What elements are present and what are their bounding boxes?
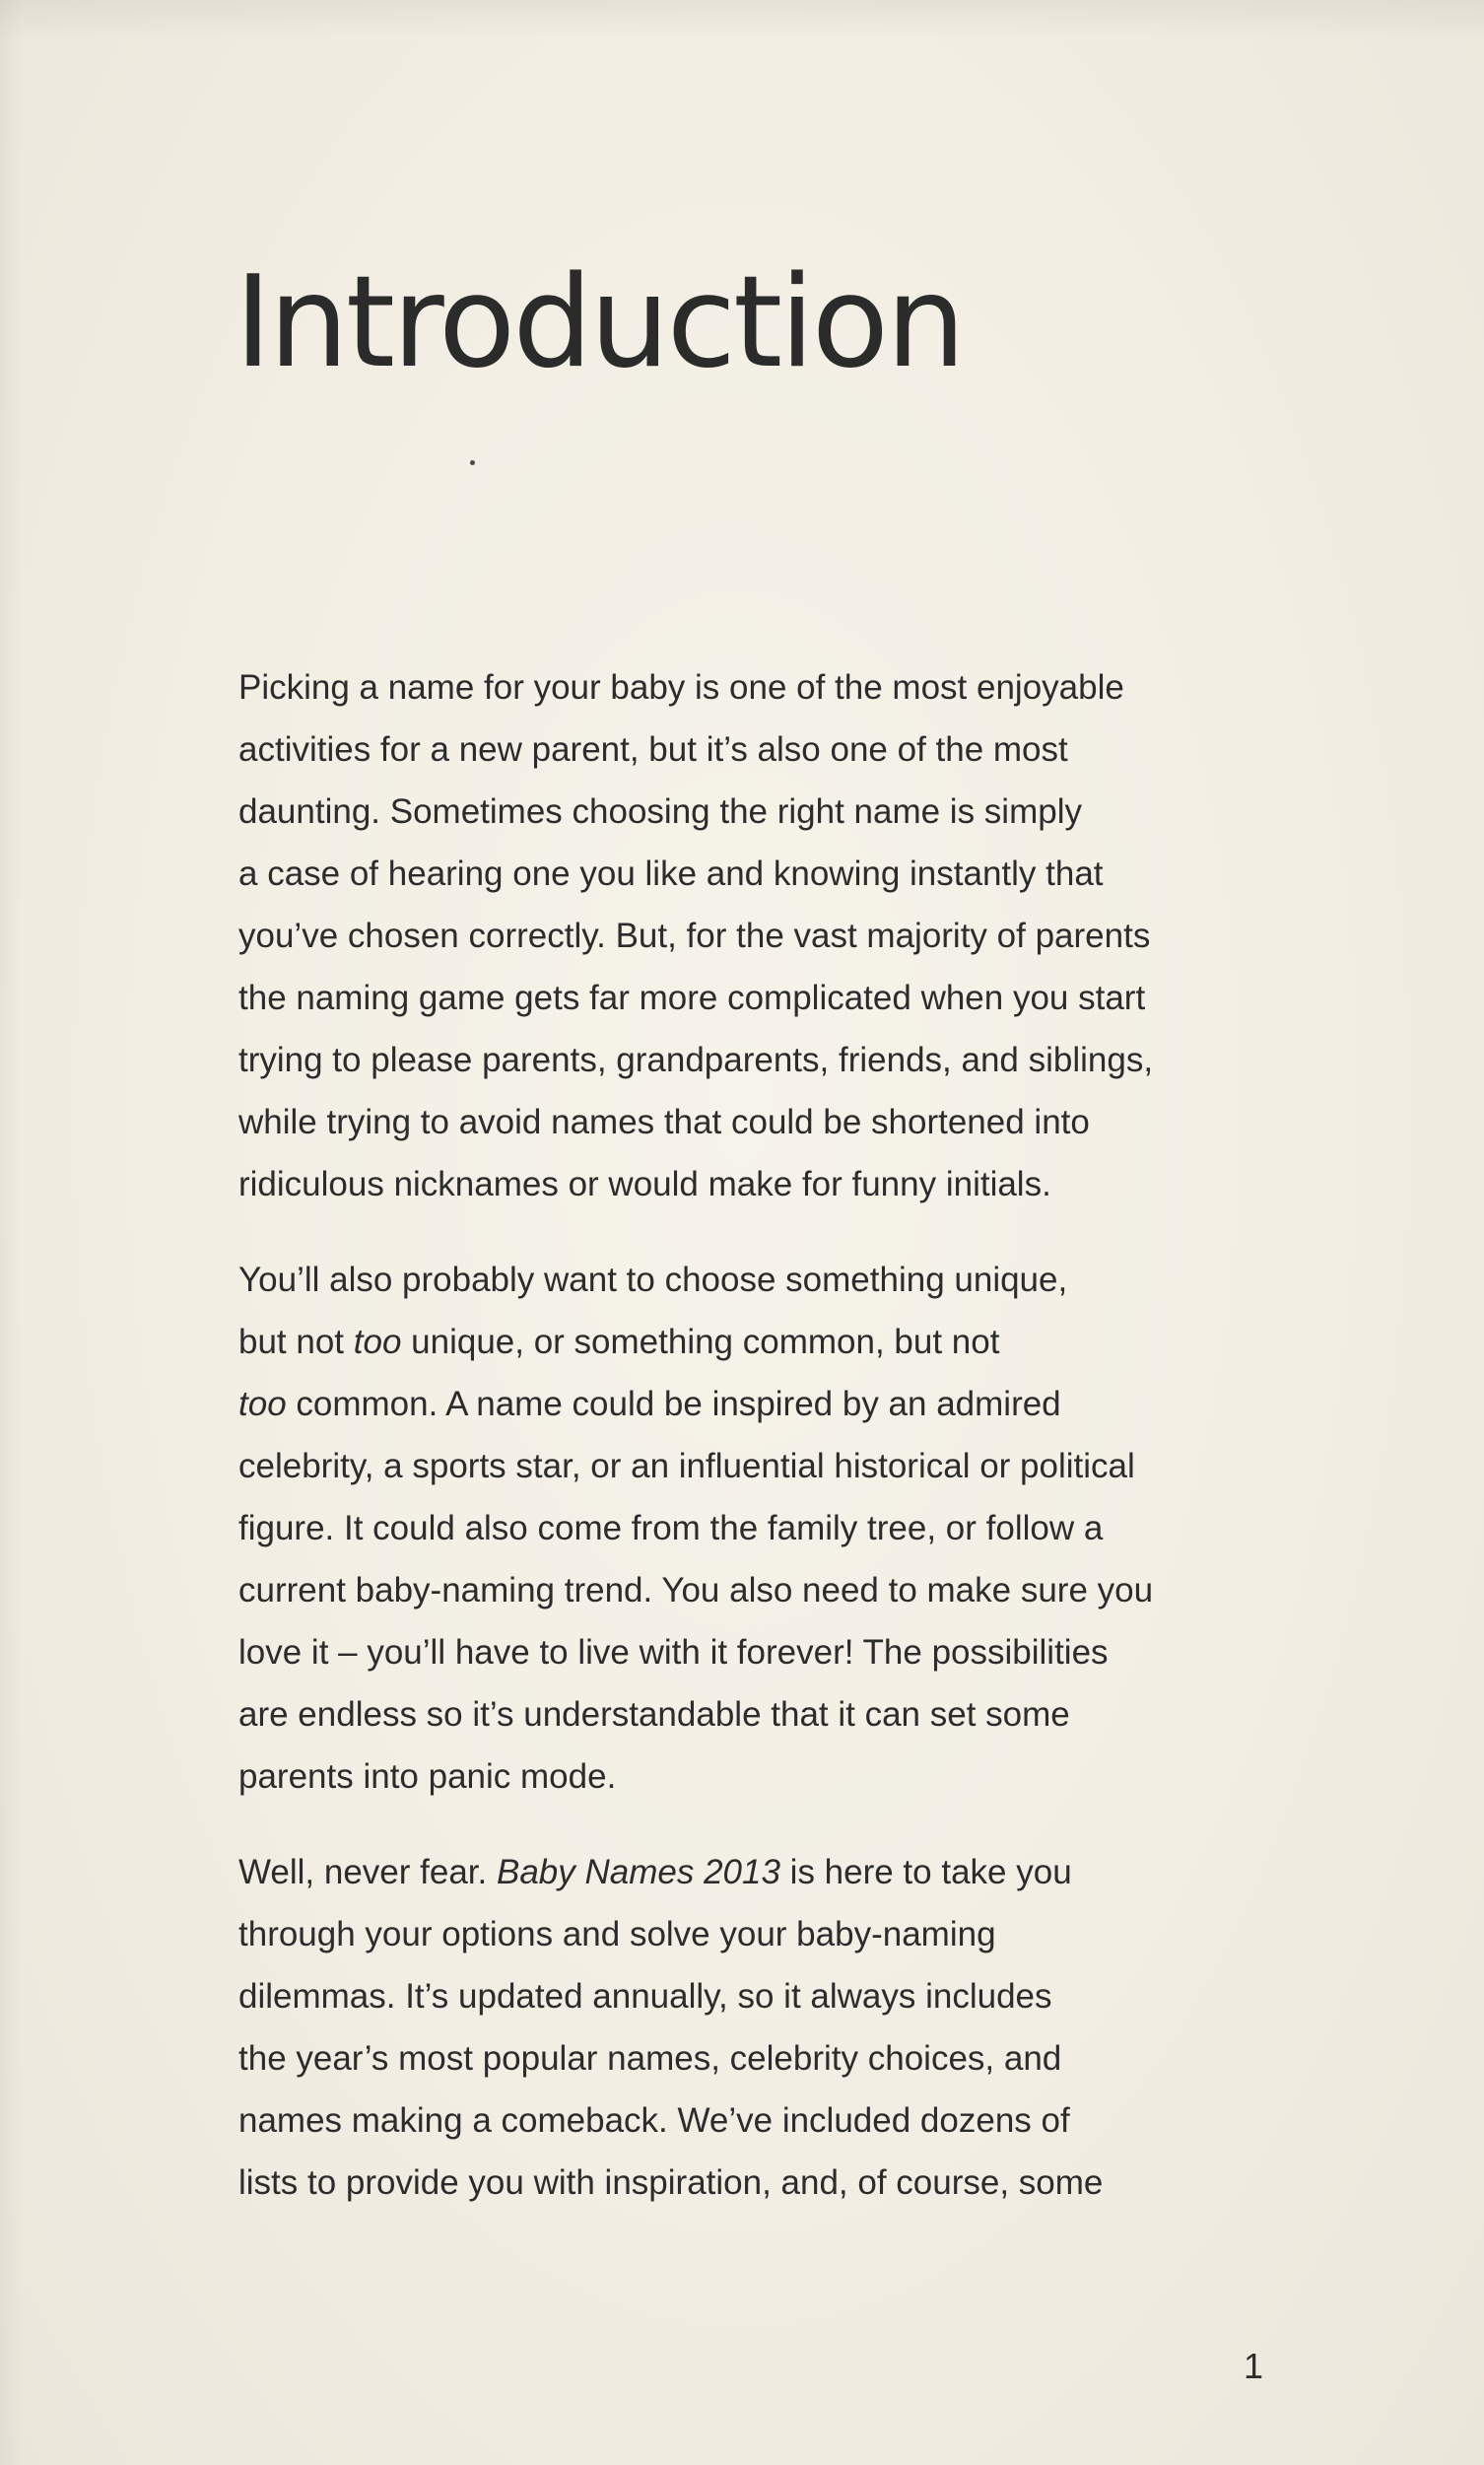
- text-run: Well, never fear.: [238, 1853, 497, 1891]
- text-line: through your options and solve your baby-naming: [238, 1915, 996, 1953]
- text-line: [238, 1841, 1283, 1903]
- text-run: but not: [238, 1323, 354, 1361]
- text-line: while trying to avoid names that could be shortened into: [238, 1103, 1090, 1141]
- text-line: dilemmas. It’s updated annually, so it always includes: [238, 1977, 1052, 2016]
- page-edge-shadow-top: [0, 0, 1484, 39]
- text-line: are endless so it’s understandable that it can set some: [238, 1695, 1070, 1734]
- text-run: is here to take you: [779, 1853, 1072, 1891]
- text-line: celebrity, a sports star, or an influential historical or political: [238, 1447, 1135, 1485]
- text-line: trying to please parents, grandparents, friends, and siblings,: [238, 1041, 1154, 1079]
- text-line: You’ll also probably want to choose something unique,: [238, 1261, 1068, 1299]
- emphasis-text: too: [353, 1323, 402, 1361]
- ink-speck: [470, 460, 475, 465]
- text-line: ridiculous nicknames or would make for funny initials.: [238, 1165, 1051, 1203]
- page-edge-shadow-left: [0, 0, 22, 2465]
- text-line: figure. It could also come from the family tree, or follow a: [238, 1509, 1104, 1547]
- text-line: [238, 1311, 1283, 1373]
- text-line: daunting. Sometimes choosing the right name is simply: [238, 792, 1082, 831]
- text-line: love it – you’ll have to live with it forever! The possibilities: [238, 1633, 1109, 1672]
- text-line: names making a comeback. We’ve included dozens of: [238, 2101, 1070, 2140]
- chapter-title: Introduction: [235, 249, 964, 396]
- text-line: a case of hearing one you like and knowing instantly that: [238, 855, 1104, 893]
- text-line: the naming game gets far more complicated when you start: [238, 979, 1146, 1017]
- paragraph-3: [238, 1841, 1283, 2214]
- text-line: Picking a name for your baby is one of the most enjoyable: [238, 668, 1124, 707]
- text-run: unique, or something common, but not: [401, 1323, 1000, 1361]
- text-line: current baby-naming trend. You also need to make sure you: [238, 1571, 1154, 1609]
- emphasis-text: too: [238, 1385, 287, 1423]
- text-line: the year’s most popular names, celebrity choices, and: [238, 2039, 1062, 2078]
- text-line: parents into panic mode.: [238, 1757, 617, 1796]
- text-line: activities for a new parent, but it’s also one of the most: [238, 730, 1068, 769]
- emphasis-text: Baby Names 2013: [496, 1853, 780, 1891]
- text-run: common. A name could be inspired by an admired: [286, 1385, 1061, 1423]
- page-number: 1: [1244, 2346, 1264, 2386]
- text-line: you’ve chosen correctly. But, for the vast majority of parents: [238, 917, 1151, 955]
- text-line: [238, 1373, 1283, 1435]
- text-line: lists to provide you with inspiration, and, of course, some: [238, 2163, 1104, 2202]
- body-text: [238, 656, 1283, 2247]
- paragraph-1: [238, 656, 1283, 1215]
- paragraph-2: [238, 1249, 1283, 1808]
